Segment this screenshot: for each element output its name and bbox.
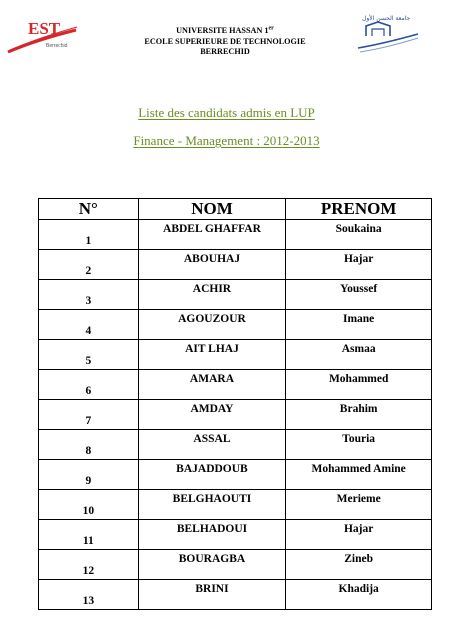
header-line-3: BERRECHID — [200, 47, 250, 56]
row-prenom: Touria — [286, 430, 432, 460]
row-prenom: Asmaa — [286, 340, 432, 370]
est-logo-subtext: Berrechid — [46, 43, 68, 49]
candidates-table — [38, 198, 432, 610]
row-number: 4 — [39, 310, 139, 340]
row-number: 10 — [39, 490, 139, 520]
program-title: Finance - Management : 2012-2013 — [133, 133, 320, 148]
column-header-number: N° — [39, 199, 139, 220]
table-row — [39, 370, 432, 400]
column-header-nom: NOM — [138, 199, 286, 220]
row-nom: BELGHAOUTI — [138, 490, 286, 520]
row-prenom: Youssef — [286, 280, 432, 310]
row-number: 1 — [39, 220, 139, 250]
row-nom: BOURAGBA — [138, 550, 286, 580]
row-number: 8 — [39, 430, 139, 460]
table-row — [39, 280, 432, 310]
row-nom: ACHIR — [138, 280, 286, 310]
row-nom: ABOUHAJ — [138, 250, 286, 280]
row-number: 5 — [39, 340, 139, 370]
row-number: 7 — [39, 400, 139, 430]
table-row — [39, 340, 432, 370]
table-row — [39, 310, 432, 340]
row-prenom: Khadija — [286, 580, 432, 610]
est-logo — [6, 14, 80, 56]
column-header-prenom: PRENOM — [286, 199, 432, 220]
university-arabic-name: جامعة الحسن الأول — [362, 15, 411, 22]
table-row — [39, 460, 432, 490]
table-row — [39, 520, 432, 550]
list-title: Liste des candidats admis en LUP — [138, 105, 315, 120]
row-nom: AIT LHAJ — [138, 340, 286, 370]
row-prenom: Soukaina — [286, 220, 432, 250]
row-prenom: Brahim — [286, 400, 432, 430]
row-number: 13 — [39, 580, 139, 610]
row-prenom: Merieme — [286, 490, 432, 520]
table-header-row — [39, 199, 432, 220]
university-logo — [352, 8, 422, 60]
table-row — [39, 430, 432, 460]
row-prenom: Mohammed — [286, 370, 432, 400]
header-line-2: ECOLE SUPERIEURE DE TECHNOLOGIE — [144, 36, 306, 46]
table-row — [39, 550, 432, 580]
row-number: 3 — [39, 280, 139, 310]
row-prenom: Zineb — [286, 550, 432, 580]
row-number: 12 — [39, 550, 139, 580]
table-row — [39, 580, 432, 610]
table-row — [39, 400, 432, 430]
row-nom: AGOUZOUR — [138, 310, 286, 340]
row-nom: BRINI — [138, 580, 286, 610]
row-prenom: Imane — [286, 310, 432, 340]
row-nom: ABDEL GHAFFAR — [138, 220, 286, 250]
table-row — [39, 250, 432, 280]
table-row — [39, 490, 432, 520]
row-nom: AMDAY — [138, 400, 286, 430]
row-nom: AMARA — [138, 370, 286, 400]
est-logo-text: EST — [28, 19, 61, 38]
row-prenom: Hajar — [286, 250, 432, 280]
header-line-1: UNIVERSITE HASSAN 1er — [176, 25, 274, 35]
row-nom: BELHADOUI — [138, 520, 286, 550]
table-row — [39, 220, 432, 250]
row-prenom: Mohammed Amine — [286, 460, 432, 490]
institution-header — [110, 26, 340, 58]
row-prenom: Hajar — [286, 520, 432, 550]
row-number: 11 — [39, 520, 139, 550]
row-number: 6 — [39, 370, 139, 400]
row-number: 9 — [39, 460, 139, 490]
row-nom: ASSAL — [138, 430, 286, 460]
row-number: 2 — [39, 250, 139, 280]
row-nom: BAJADDOUB — [138, 460, 286, 490]
